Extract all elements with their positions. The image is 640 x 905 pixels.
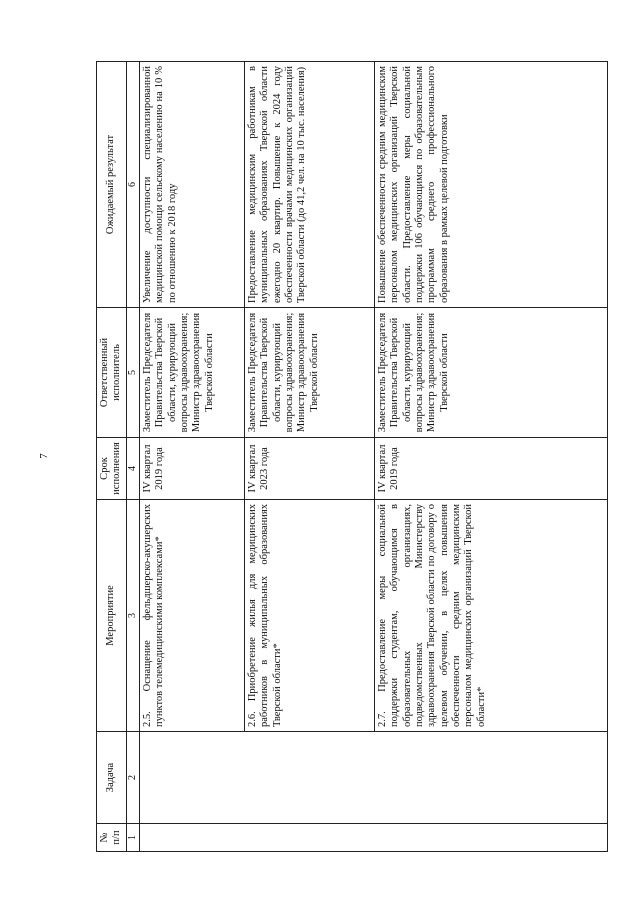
event-cell: 2.6. Приобретение жилья для медицинских работников в муниципальных образованиях Тверской области* (244, 500, 374, 732)
term-cell: IV квартал 2019 года (374, 438, 607, 500)
header-num: № п/п (97, 824, 127, 852)
result-cell: Увеличение доступности специализированной медицинской помощи сельскому населению на 10 % по отношению к 2018 году (139, 62, 244, 308)
event-cell: 2.5. Оснащение фельдшерско-акушерских пунктов телемедицинскими комплексами* (139, 500, 244, 732)
column-number: 3 (126, 500, 139, 732)
result-cell: Повышение обеспеченности средним медицинским персоналом медицинских организаций Тверской области. Предоставление меры социальной поддержки 106 обучающимся по образовательным программам среднего профессионального образования в рамках целевой подготовки (374, 62, 607, 308)
responsible-cell: Заместитель Председателя Правительства Тверской области, курирующий вопросы здравоохранения; Министр здравоохранения Тверской области (374, 308, 607, 438)
header-event: Мероприятие (97, 500, 127, 732)
table-header-row (97, 62, 127, 852)
num-cell (139, 824, 607, 852)
column-number: 1 (126, 824, 139, 852)
column-number: 4 (126, 438, 139, 500)
header-task: Задача (97, 732, 127, 824)
term-cell: IV квартал 2023 года (244, 438, 374, 500)
column-number: 2 (126, 732, 139, 824)
header-term: Срок исполнения (97, 438, 127, 500)
rotated-table-container (96, 62, 608, 852)
header-result: Ожидаемый результат (97, 62, 127, 308)
page-number: 7 (38, 453, 50, 459)
responsible-cell: Заместитель Председателя Правительства Тверской области, курирующий вопросы здравоохранения; Министр здравоохранения Тверской области (139, 308, 244, 438)
result-cell: Предоставление медицинским работникам в муниципальных образованиях Тверской области ежегодно 20 квартир. Повышение к 2024 году обеспеченности врачами медицинских организаций Тверской области (до 41,2 чел. на 10 тыс. населения) (244, 62, 374, 308)
table-row (139, 62, 244, 852)
column-number-row (126, 62, 139, 852)
action-plan-table (96, 61, 608, 852)
task-cell (139, 732, 607, 824)
header-responsible: Ответственный исполнитель (97, 308, 127, 438)
responsible-cell: Заместитель Председателя Правительства Тверской области, курирующий вопросы здравоохранения; Министр здравоохранения Тверской области (244, 308, 374, 438)
event-cell: 2.7. Предоставление меры социальной поддержки студентам, обучающимся в образовательных организациях, подведомственных Министерству здравоохранения Тверской области по договору о целевом обучении, в целях повышения обеспеченности средним медицинским персоналом медицинских организаций Тверской области* (374, 500, 607, 732)
column-number: 6 (126, 62, 139, 308)
column-number: 5 (126, 308, 139, 438)
term-cell: IV квартал 2019 года (139, 438, 244, 500)
